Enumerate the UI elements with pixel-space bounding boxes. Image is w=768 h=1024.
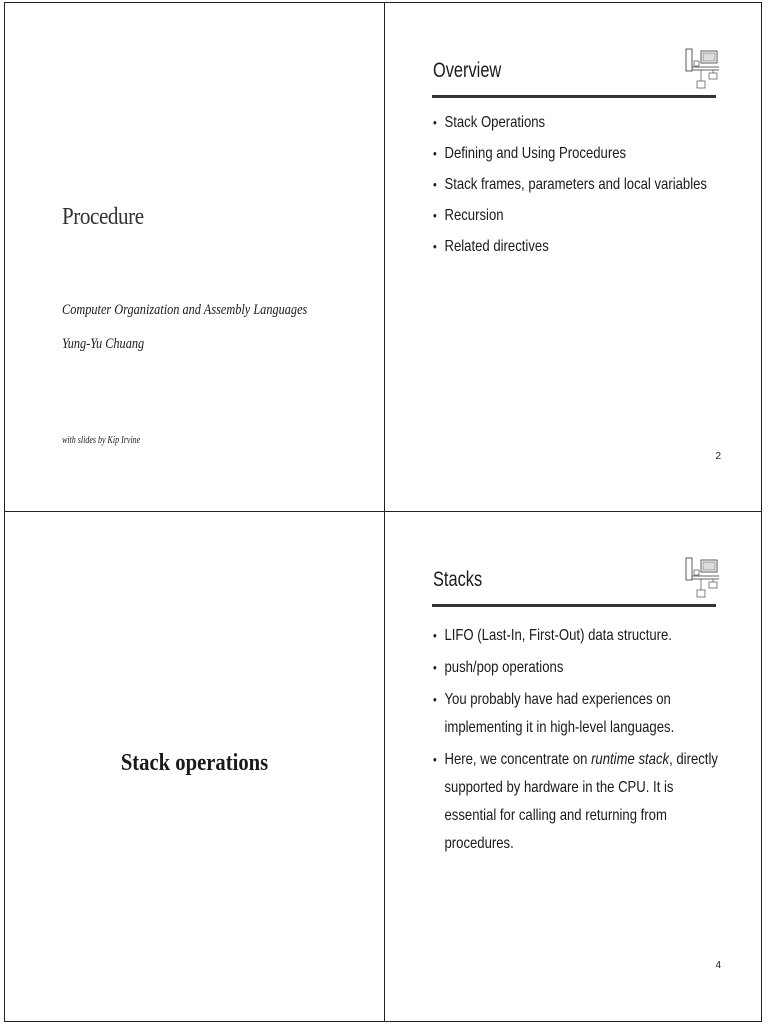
slide-credit: with slides by Kip Irvine (62, 435, 141, 446)
list-item: • LIFO (Last-In, First-Out) data structure. (433, 622, 728, 650)
list-item (433, 746, 728, 858)
slide-heading: Stacks (433, 568, 483, 591)
section-title: Stack operations (120, 750, 269, 776)
stacks-bullets (433, 622, 728, 862)
computer-diagram-icon (685, 556, 721, 600)
overview-bullets (433, 113, 707, 268)
slide-section (5, 512, 384, 1021)
heading-rule (432, 604, 716, 607)
list-item: • push/pop operations (433, 654, 728, 682)
computer-diagram-icon (685, 47, 721, 91)
list-item: • Stack frames, parameters and local variables (433, 175, 695, 195)
author-name: Yung-Yu Chuang (62, 336, 145, 352)
page-number: 4 (715, 960, 721, 971)
slide-stacks (385, 512, 764, 1021)
list-item: • Related directives (433, 237, 695, 257)
bullet-text: , directly supported by hardware in the CPU. It is essential for calling and returning from procedures. (444, 751, 718, 852)
slide-heading: Overview (433, 59, 502, 82)
list-item: • You probably have had experiences on implementing it in high-level languages. (433, 686, 728, 742)
heading-rule (432, 95, 716, 98)
page-number: 2 (715, 451, 721, 462)
slide-overview (385, 3, 764, 512)
course-name: Computer Organization and Assembly Languages (62, 302, 308, 318)
emphasis-text: runtime stack (591, 751, 670, 768)
deck-title: Procedure (62, 204, 144, 230)
list-item: • Defining and Using Procedures (433, 144, 695, 164)
deck-subtitle (62, 293, 324, 361)
list-item: • Stack Operations (433, 113, 695, 133)
bullet-text: Here, we concentrate on (444, 751, 592, 768)
slide-title (5, 3, 384, 512)
list-item: • Recursion (433, 206, 695, 226)
